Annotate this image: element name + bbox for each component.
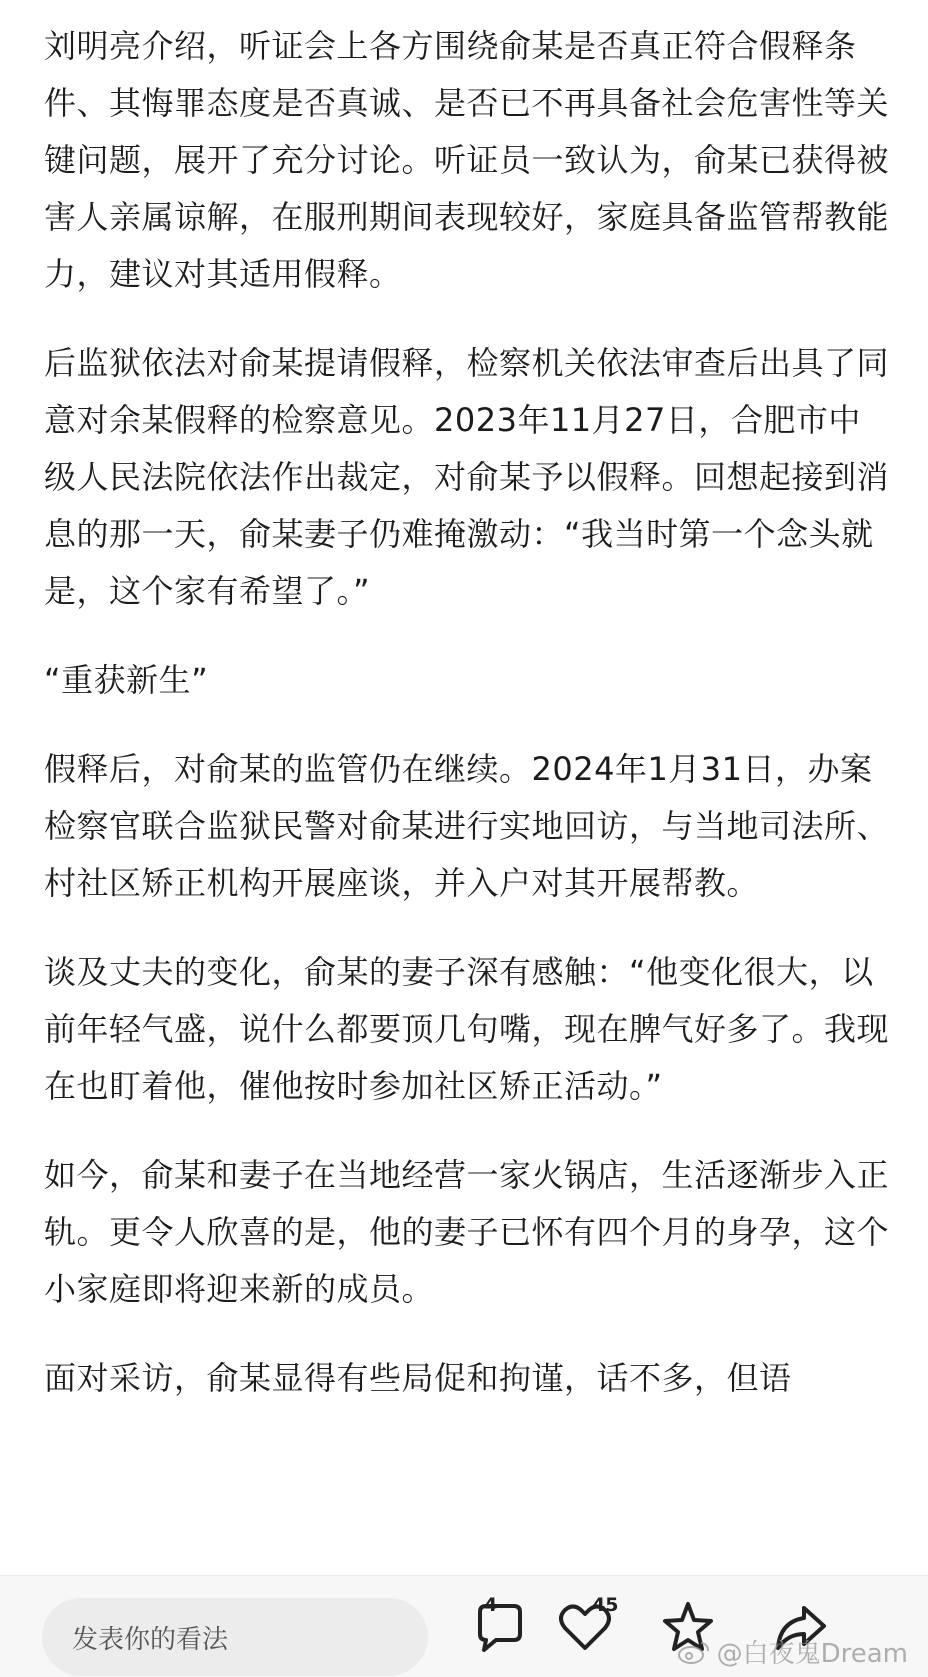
- paragraph-wife-quote: 谈及丈夫的变化，俞某的妻子深有感触：“他变化很大，以前年轻气盛，说什么都要顶几句嘴，现在脾气好多了。我现在也盯着他，催他按时参加社区矫正活动。”: [44, 953, 890, 1105]
- comment-input[interactable]: [42, 1598, 428, 1676]
- like-button[interactable]: [555, 1594, 625, 1668]
- paragraph-supervision: 假释后，对俞某的监管仍在继续。2024年1月31日，办案检察官联合监狱民警对俞某进行实地回访，与当地司法所、村社区矫正机构开展座谈，并入户对其开展帮教。: [44, 750, 890, 902]
- like-count: 45: [592, 1594, 619, 1616]
- comment-icon: [470, 1598, 530, 1658]
- paragraph-interview: 面对采访，俞某显得有些局促和拘谨，话不多，但语: [44, 1359, 792, 1397]
- section-heading: “重获新生”: [44, 661, 209, 699]
- comment-button[interactable]: [470, 1594, 540, 1668]
- paragraph-hotpot-shop: 如今，俞某和妻子在当地经营一家火锅店，生活逐渐步入正轨。更令人欣喜的是，他的妻子已怀有四个月的身孕，这个小家庭即将迎来新的成员。: [44, 1156, 890, 1308]
- article-body: [44, 18, 890, 1407]
- bottom-action-bar: [0, 1575, 928, 1677]
- comment-placeholder: 发表你的看法: [72, 1624, 229, 1655]
- watermark-text: @白夜鬼Dream: [716, 1639, 908, 1669]
- comment-count: 4: [484, 1594, 498, 1616]
- watermark: [677, 1633, 908, 1670]
- weibo-logo-icon: [677, 1639, 711, 1665]
- paragraph-hearing: 刘明亮介绍，听证会上各方围绕俞某是否真正符合假释条件、其悔罪态度是否真诚、是否已不再具备社会危害性等关键问题，展开了充分讨论。听证员一致认为，俞某已获得被害人亲属谅解，在服刑期间表现较好，家庭具备监管帮教能力，建议对其适用假释。: [44, 27, 890, 293]
- paragraph-parole-ruling: 后监狱依法对俞某提请假释，检察机关依法审查后出具了同意对余某假释的检察意见。2023年11月27日，合肥市中级人民法院依法作出裁定，对俞某予以假释。回想起接到消息的那一天，俞某妻子仍难掩激动：“我当时第一个念头就是，这个家有希望了。”: [44, 344, 890, 610]
